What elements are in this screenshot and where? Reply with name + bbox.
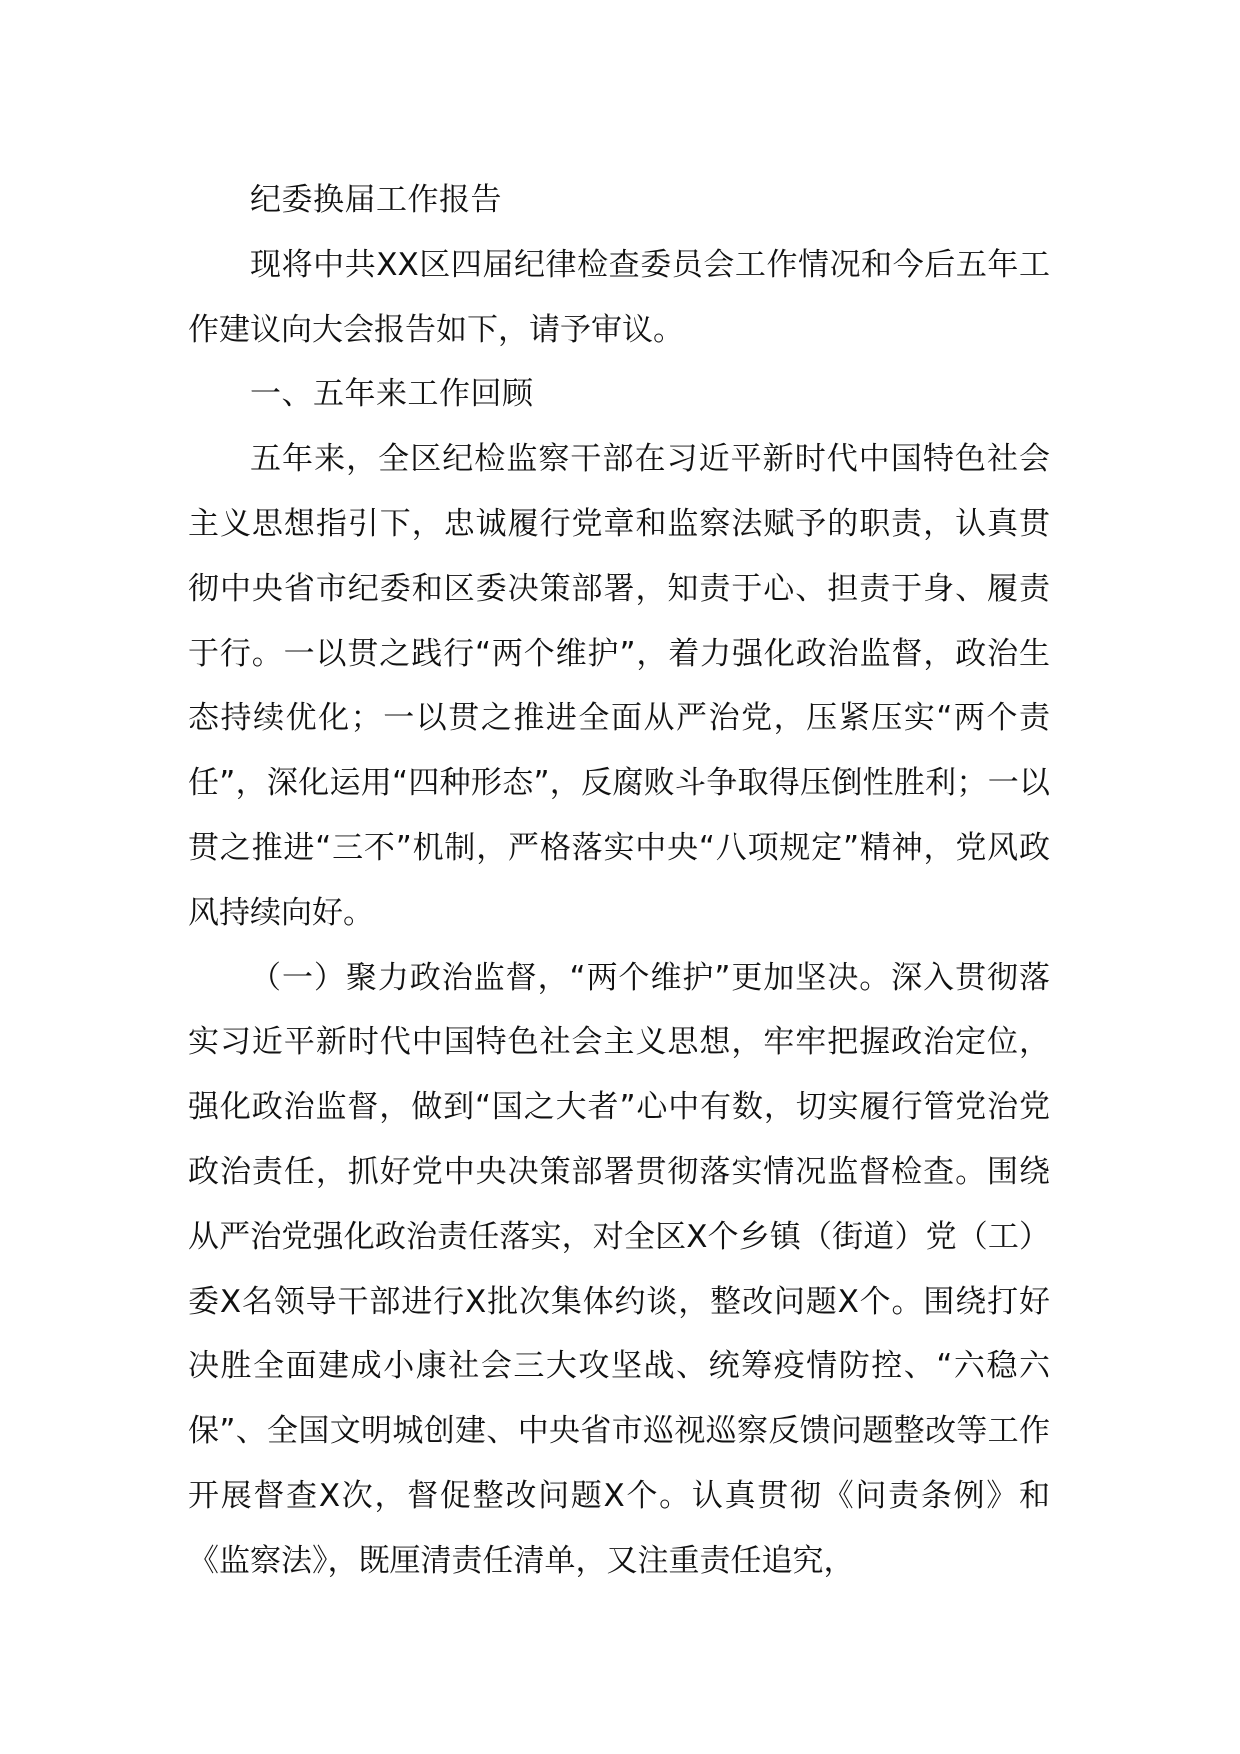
item-one-paragraph: （一）聚力政治监督，“两个维护”更加坚决。深入贯彻落实习近平新时代中国特色社会主义思想，牢牢把握政治定位，强化政治监督，做到“国之大者”心中有数，切实履行管党治党政治责任，抓好党中央决策部署贯彻落实情况监督检查。围绕从严治党强化政治责任落实，对全区X个乡镇（街道）党（工）委X名领导干部进行X批次集体约谈，整改问题X个。围绕打好决胜全面建成小康社会三大攻坚战、统筹疫情防控、“六稳六保”、全国文明城创建、中央省市巡视巡察反馈问题整改等工作开展督查X次，督促整改问题X个。认真贯彻《问责条例》和《监察法》，既厘清责任清单，又注重责任追究， [188, 959, 1050, 1579]
document-body [188, 168, 1050, 1594]
overview-paragraph: 五年来，全区纪检监察干部在习近平新时代中国特色社会主义思想指引下，忠诚履行党章和监察法赋予的职责，认真贯彻中央省市纪委和区委决策部署，知责于心、担责于身、履责于行。一以贯之践行“两个维护”，着力强化政治监督，政治生态持续优化；一以贯之推进全面从严治党，压紧压实“两个责任”，深化运用“四种形态”，反腐败斗争取得压倒性胜利；一以贯之推进“三不”机制，严格落实中央“八项规定”精神，党风政风持续向好。 [188, 441, 1050, 931]
section-heading: 一、五年来工作回顾 [250, 376, 534, 413]
intro-paragraph: 现将中共XX区四届纪律检查委员会工作情况和今后五年工作建议向大会报告如下，请予审议。 [188, 246, 1050, 348]
document-title: 纪委换届工作报告 [250, 182, 502, 218]
